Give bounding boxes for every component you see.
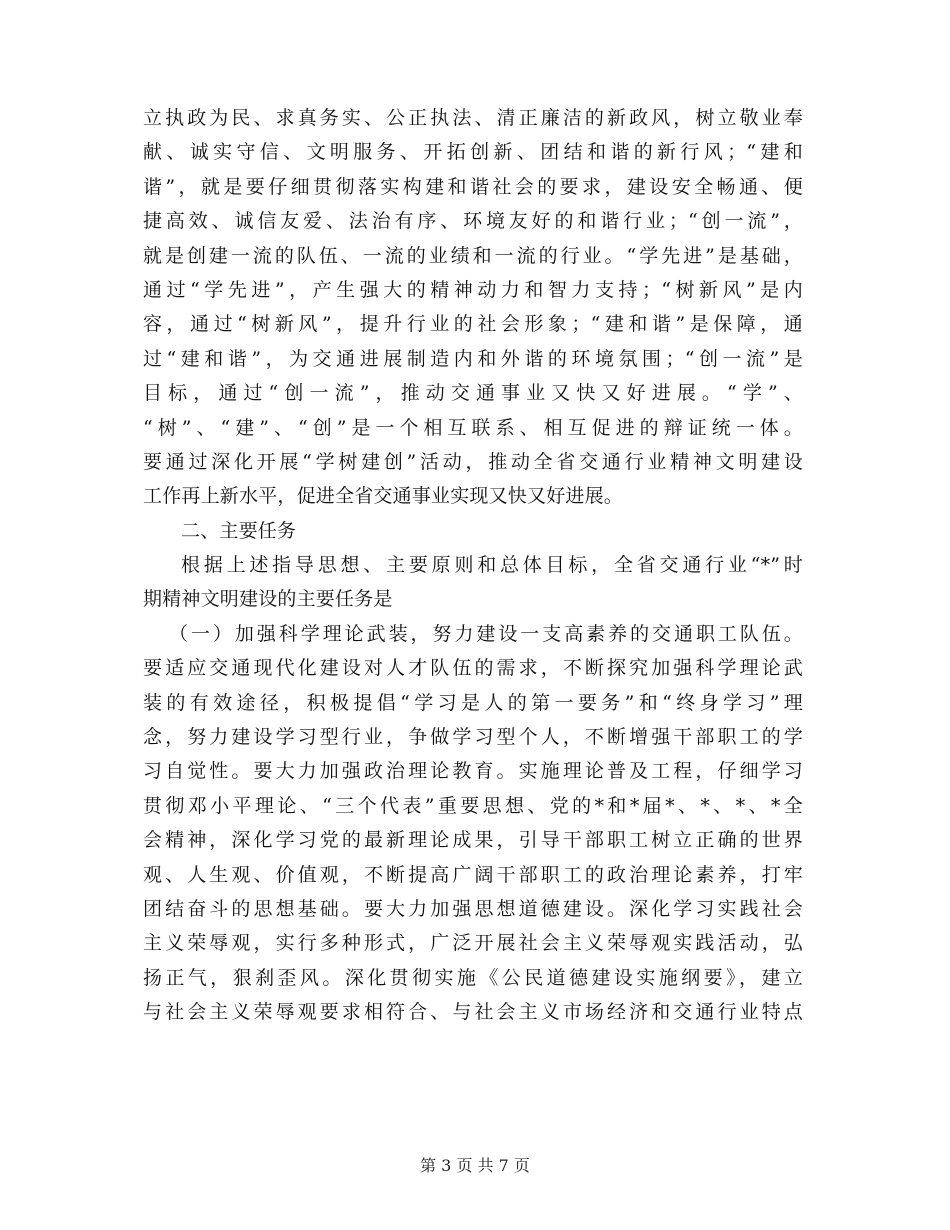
text-line: 主义荣辱观，实行多种形式，广泛开展社会主义荣辱观实践活动，弘 xyxy=(143,932,803,955)
text-line: 目标，通过“创一流”，推动交通事业又快又好进展。“学”、 xyxy=(143,382,803,405)
text-line: 谐”，就是要仔细贯彻落实构建和谐社会的要求，建设安全畅通、便 xyxy=(143,175,803,198)
text-line: 捷高效、诚信友爱、法治有序、环境友好的和谐行业；“创一流”， xyxy=(143,210,803,233)
text-line: 工作再上新水平，促进全省交通事业实现又快又好进展。 xyxy=(143,485,624,508)
text-line: 观、人生观、价值观，不断提高广阔干部职工的政治理论素养，打牢 xyxy=(143,863,803,886)
text-line: 献、诚实守信、文明服务、开拓创新、团结和谐的新行风；“建和 xyxy=(143,141,803,164)
text-line: 根据上述指导思想、主要原则和总体目标，全省交通行业“*”时 xyxy=(181,554,803,577)
text-line: 过“建和谐”，为交通进展制造内和外谐的环境氛围；“创一流”是 xyxy=(143,347,803,370)
text-line: 二、主要任务 xyxy=(181,519,297,542)
text-line: “树”、“建”、“创”是一个相互联系、相互促进的辩证统一体。 xyxy=(143,416,803,439)
text-line: 会精神，深化学习党的最新理论成果，引导干部职工树立正确的世界 xyxy=(143,829,803,852)
text-line: 贯彻邓小平理论、“三个代表”重要思想、党的*和*届*、*、*、*全 xyxy=(143,794,803,817)
text-line: 要适应交通现代化建设对人才队伍的需求，不断探究加强科学理论武 xyxy=(143,657,803,680)
text-line: 与社会主义荣辱观要求相符合、与社会主义市场经济和交通行业特点 xyxy=(143,1001,803,1024)
text-line: 通过“学先进”，产生强大的精神动力和智力支持；“树新风”是内 xyxy=(143,278,803,301)
text-line: 要通过深化开展“学树建创”活动，推动全省交通行业精神文明建设 xyxy=(143,450,803,473)
page-footer: 第 3 页 共 7 页 xyxy=(420,1156,530,1175)
text-line: 期精神文明建设的主要任务是 xyxy=(143,588,393,611)
text-line: 装的有效途径，积极提倡“学习是人的第一要务”和“终身学习”理 xyxy=(143,691,803,714)
text-line: 团结奋斗的思想基础。要大力加强思想道德建设。深化学习实践社会 xyxy=(143,897,803,920)
text-line: 容，通过“树新风”，提升行业的社会形象；“建和谐”是保障，通 xyxy=(143,313,803,336)
text-line: 就是创建一流的队伍、一流的业绩和一流的行业。“学先进”是基础， xyxy=(143,244,803,267)
text-line: （一）加强科学理论武装，努力建设一支高素养的交通职工队伍。 xyxy=(169,622,803,645)
text-line: 念，努力建设学习型行业，争做学习型个人，不断增强干部职工的学 xyxy=(143,726,803,749)
text-line: 立执政为民、求真务实、公正执法、清正廉洁的新政风，树立敬业奉 xyxy=(143,107,803,129)
text-line: 习自觉性。要大力加强政治理论教育。实施理论普及工程，仔细学习 xyxy=(143,760,803,783)
text-line: 扬正气，狠刹歪风。深化贯彻实施《公民道德建设实施纲要》，建立 xyxy=(143,966,803,989)
body-text xyxy=(143,101,803,1030)
